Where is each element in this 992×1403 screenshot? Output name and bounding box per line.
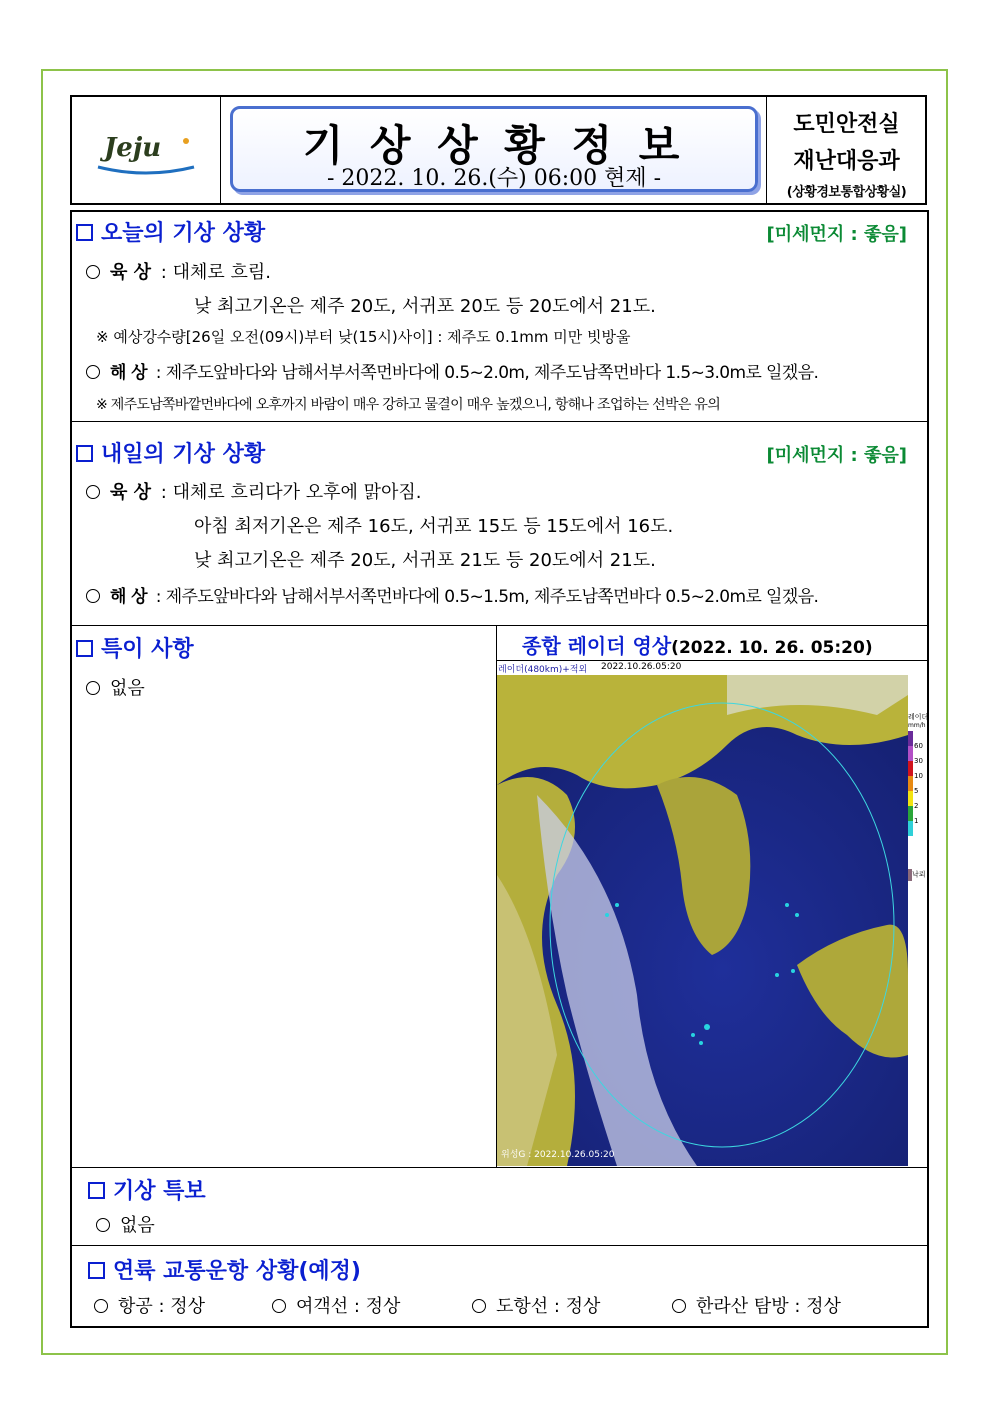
- circle-bullet-icon: [272, 1299, 286, 1313]
- today-heading: 오늘의 기상 상황: [76, 216, 265, 247]
- radar-image: [497, 661, 908, 1166]
- circle-bullet-icon: [86, 681, 100, 695]
- circle-bullet-icon: [472, 1299, 486, 1313]
- jeju-logo: [90, 127, 202, 177]
- today-dust: [미세먼지 : 좋음]: [766, 224, 907, 245]
- tomorrow-dust: [미세먼지 : 좋음]: [766, 445, 907, 466]
- today-sea-note: ※ 제주도남쪽바깥먼바다에 오후까지 바람이 매우 강하고 물결이 매우 높겠으니, 항해나 조업하는 선박은 유의: [96, 397, 721, 413]
- legend-value: 1: [914, 817, 919, 825]
- legend-value: 10: [914, 772, 923, 780]
- radar-heading: 종합 레이더 영상(2022. 10. 26. 05:20): [522, 634, 873, 658]
- tomorrow-land: 육 상 : 대체로 흐리다가 오후에 맑아짐.: [86, 478, 422, 504]
- legend-swatch: [908, 817, 928, 836]
- legend-title: 레이더: [908, 713, 929, 721]
- special-heading: 특이 사항: [76, 632, 194, 663]
- radar-legend-strip: [908, 712, 928, 882]
- department: [768, 97, 925, 203]
- circle-bullet-icon: [672, 1299, 686, 1313]
- checkbox-icon: [88, 1182, 105, 1199]
- today-land: 육 상 : 대체로 흐림.: [86, 258, 271, 284]
- legend-scale: [908, 731, 928, 836]
- legend-value: 60: [914, 742, 923, 750]
- special-item: 없음: [86, 674, 145, 700]
- legend-unit: mm/h: [908, 722, 926, 729]
- tomorrow-heading: 내일의 기상 상황: [76, 437, 265, 468]
- today-rain-note: ※ 예상강수량[26일 오전(09시)부터 낮(15시)사이] : 제주도 0.1mm 미만 빗방울: [96, 328, 631, 346]
- warning-item: 없음: [96, 1211, 155, 1237]
- dept-line2: 재난대응과: [793, 149, 900, 174]
- checkbox-icon: [88, 1262, 105, 1279]
- circle-bullet-icon: [94, 1299, 108, 1313]
- today-land-temp: 낮 최고기온은 제주 20도, 서귀포 20도 등 20도에서 21도.: [194, 296, 656, 317]
- circle-bullet-icon: [86, 485, 100, 499]
- title-banner: [230, 106, 758, 192]
- tomorrow-low-temp: 아침 최저기온은 제주 16도, 서귀포 15도 등 15도에서 16도.: [194, 516, 674, 537]
- today-sea: 해 상 : 제주도앞바다와 남해서부서쪽먼바다에 0.5~2.0m, 제주도남쪽먼바다 1.5~3.0m로 일겠음.: [86, 358, 818, 383]
- traffic-island-ferry: 도항선 : 정상: [472, 1292, 600, 1318]
- warning-heading: 기상 특보: [88, 1174, 206, 1205]
- legend-value: 30: [914, 757, 923, 765]
- radar-image-footer: 위성G : 2022.10.26.05:20: [501, 1150, 615, 1160]
- legend-value: 2: [914, 802, 919, 810]
- tomorrow-high-temp: 낮 최고기온은 제주 20도, 서귀포 21도 등 20도에서 21도.: [194, 550, 656, 571]
- radar-map: [497, 675, 908, 1166]
- circle-bullet-icon: [96, 1218, 110, 1232]
- circle-bullet-icon: [86, 589, 100, 603]
- main-body: [70, 210, 929, 1328]
- circle-bullet-icon: [86, 265, 100, 279]
- tomorrow-sea: 해 상 : 제주도앞바다와 남해서부서쪽먼바다에 0.5~1.5m, 제주도남쪽먼바다 0.5~2.0m로 일겠음.: [86, 582, 818, 607]
- circle-bullet-icon: [86, 365, 100, 379]
- traffic-air: 항공 : 정상: [94, 1292, 205, 1318]
- legend-lightning: 낙뢰: [908, 864, 928, 883]
- report-time: - 2022. 10. 26.(수) 06:00 현제 -: [326, 166, 662, 191]
- legend-value: 5: [914, 787, 919, 795]
- traffic-ferry: 여객선 : 정상: [272, 1292, 400, 1318]
- page-title: 기 상 상 황 정 보: [302, 121, 686, 170]
- logo-text: Jeju: [104, 133, 162, 163]
- checkbox-icon: [76, 445, 93, 462]
- header-bar: [70, 95, 927, 205]
- dept-line1: 도민안전실: [793, 112, 900, 137]
- radar-image-time: 2022.10.26.05:20: [601, 662, 682, 672]
- radar-image-label: 레이더(480km)+적외: [498, 665, 588, 675]
- traffic-hallasan: 한라산 탐방 : 정상: [672, 1292, 841, 1318]
- dept-line3: (상황경보통합상황실): [786, 185, 907, 200]
- checkbox-icon: [76, 224, 93, 241]
- traffic-heading: 연륙 교통운항 상황(예정): [88, 1254, 361, 1285]
- checkbox-icon: [76, 640, 93, 657]
